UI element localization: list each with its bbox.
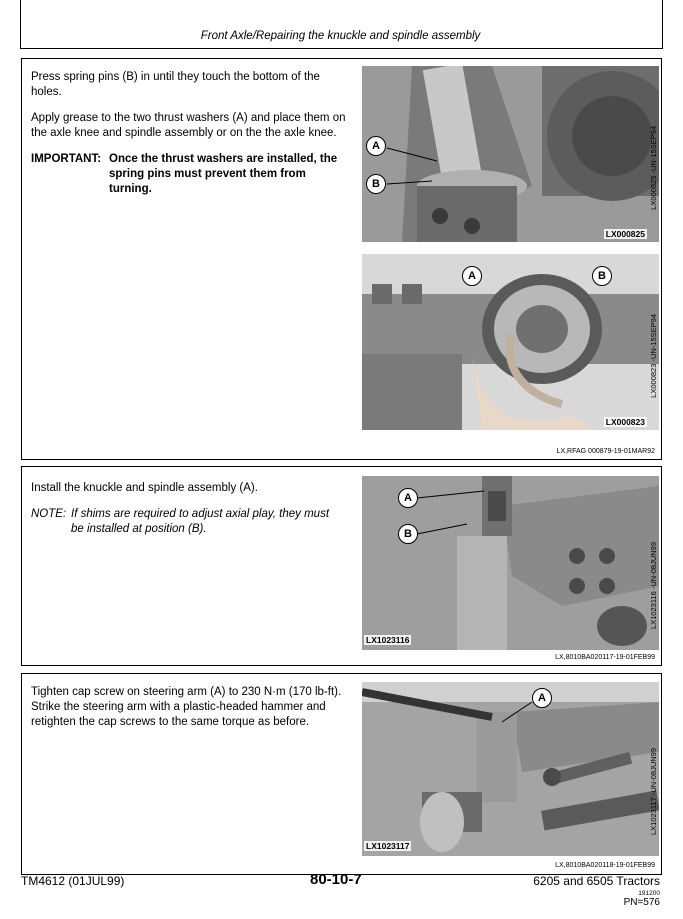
photo-lx000825 <box>362 66 659 242</box>
section1-paragraph-1: Press spring pins (B) in until they touch the bottom of the holes. <box>31 71 320 98</box>
manual-id: TM4612 (01JUL99) <box>21 874 125 888</box>
section2-paragraph-1: Install the knuckle and spindle assembly (A). <box>31 482 258 494</box>
important-text: Once the thrust washers are installed, the spring pins must prevent them from turning. <box>109 153 338 195</box>
photo-id: LX000823 <box>605 417 645 427</box>
photo-side-id: LX000823 -UN-15SEP94 <box>649 314 658 398</box>
photo-id: LX000825 <box>605 229 645 239</box>
page-pn: PN=576 <box>623 897 660 908</box>
callout-b: B <box>398 524 418 544</box>
photo-lx000823 <box>362 254 659 430</box>
callout-b: B <box>592 266 612 286</box>
axle-knee-illustration <box>362 66 659 242</box>
callout-a: A <box>366 136 386 156</box>
photo-lx1023116 <box>362 476 659 650</box>
callout-a: A <box>532 688 552 708</box>
note-label: NOTE: <box>31 508 67 520</box>
important-block <box>31 152 351 197</box>
photo-id: LX1023116 <box>366 635 410 645</box>
callout-a: A <box>462 266 482 286</box>
photo-side-id: LX1023117 -UN-08JUN99 <box>649 748 658 835</box>
print-code: 191200 <box>638 890 660 897</box>
section2-text <box>31 481 351 537</box>
photo-lx1023117 <box>362 682 659 856</box>
section1-reference: LX,RFAG 000879-19-01MAR92 <box>556 448 655 455</box>
thrust-washer-illustration <box>362 254 659 430</box>
photo-id: LX1023117 <box>366 841 410 851</box>
section1-paragraph-2: Apply grease to the two thrust washers (A) and place them on the axle knee and spindle assembly or on the the axle knee. <box>31 112 346 139</box>
important-label: IMPORTANT: <box>31 153 102 165</box>
page-number: 80-10-7 <box>310 871 362 888</box>
section1-text <box>31 70 351 197</box>
section3-reference: LX,8010BA020118-19-01FEB99 <box>555 862 655 869</box>
callout-a: A <box>398 488 418 508</box>
product-name: 6205 and 6505 Tractors <box>533 874 660 888</box>
page-title: Front Axle/Repairing the knuckle and spindle assembly <box>200 30 481 42</box>
photo-side-id: LX1023116 -UN-08JUN99 <box>649 542 658 629</box>
section3-text <box>31 685 351 741</box>
photo-side-id: LX000825 -UN-15SEP94 <box>649 126 658 210</box>
note-text: If shims are required to adjust axial play, they must be installed at position (B). <box>71 508 330 535</box>
section2-reference: LX,8010BA020117-19-01FEB99 <box>555 654 655 661</box>
note-block <box>31 507 351 537</box>
callout-b: B <box>366 174 386 194</box>
section3-paragraph-1: Tighten cap screw on steering arm (A) to 230 N·m (170 lb-ft). Strike the steering arm with a plastic-headed hammer and retighten the cap screws to the same torque as before. <box>31 686 342 728</box>
steering-arm-illustration <box>362 682 659 856</box>
